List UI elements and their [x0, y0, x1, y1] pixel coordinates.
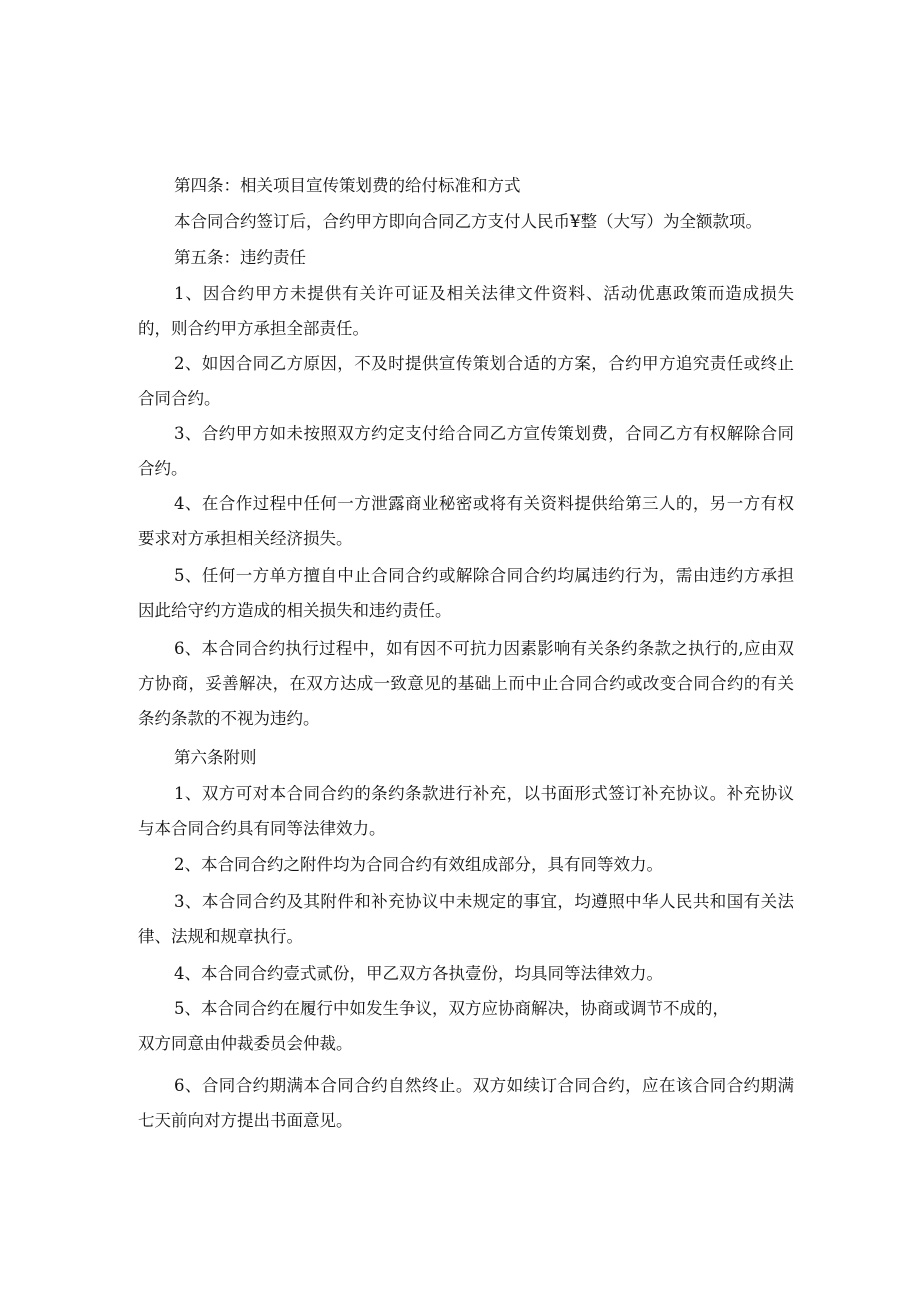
article-4-body: 本合同合约签订后，合约甲方即向合同乙方支付人民币¥整（大写）为全额款项。 [174, 212, 762, 231]
article-6-clause-4: 4、本合同合约壹式贰份，甲乙双方各执壹份，均具同等法律效力。 [174, 964, 663, 983]
article-5-heading: 第五条：违约责任 [174, 248, 306, 267]
article-6-clause-6: 6、合同合约期满本合同合约自然终止。双方如续订合同合约，应在该合同合约期满七天前向对方提出书面意见。 [138, 1076, 794, 1130]
article-5-clause-3: 3、合约甲方如未按照双方约定支付给合同乙方宣传策划费，合同乙方有权解除合同合约。 [138, 424, 794, 478]
article-6-clause-1: 1、双方可对本合同合约的条约条款进行补充，以书面形式签订补充协议。补充协议与本合同合约具有同等法律效力。 [138, 784, 794, 838]
article-6-clause-5: 5、本合同合约在履行中如发生争议，双方应协商解决，协商或调节不成的， [174, 999, 729, 1018]
article-5-clause-2: 2、如因合同乙方原因，不及时提供宣传策划合适的方案，合约甲方追究责任或终止合同合约。 [138, 354, 794, 408]
article-5-clause-4: 4、在合作过程中任何一方泄露商业秘密或将有关资料提供给第三人的，另一方有权要求对方承担相关经济损失。 [138, 494, 794, 548]
article-4-heading: 第四条：相关项目宣传策划费的给付标准和方式 [174, 176, 521, 195]
article-6-clause-2: 2、本合同合约之附件均为合同合约有效组成部分，具有同等效力。 [174, 855, 663, 874]
article-5-clause-6: 6、本合同合约执行过程中，如有因不可抗力因素影响有关条约条款之执行的,应由双方协商，妥善解决，在双方达成一致意见的基础上而中止合同合约或改变合同合约的有关条约条款的不视为违约。 [138, 639, 794, 728]
article-6-heading: 第六条附则 [174, 748, 257, 767]
article-6-clause-5-continued: 双方同意由仲裁委员会仲裁。 [138, 1034, 353, 1053]
article-6-clause-3: 3、本合同合约及其附件和补充协议中未规定的事宜，均遵照中华人民共和国有关法律、法规和规章执行。 [138, 892, 794, 946]
article-5-clause-1: 1、因合约甲方未提供有关许可证及相关法律文件资料、活动优惠政策而造成损失的，则合约甲方承担全部责任。 [138, 284, 794, 338]
article-5-clause-5: 5、任何一方单方擅自中止合同合约或解除合同合约均属违约行为，需由违约方承担因此给守约方造成的相关损失和违约责任。 [138, 566, 794, 620]
